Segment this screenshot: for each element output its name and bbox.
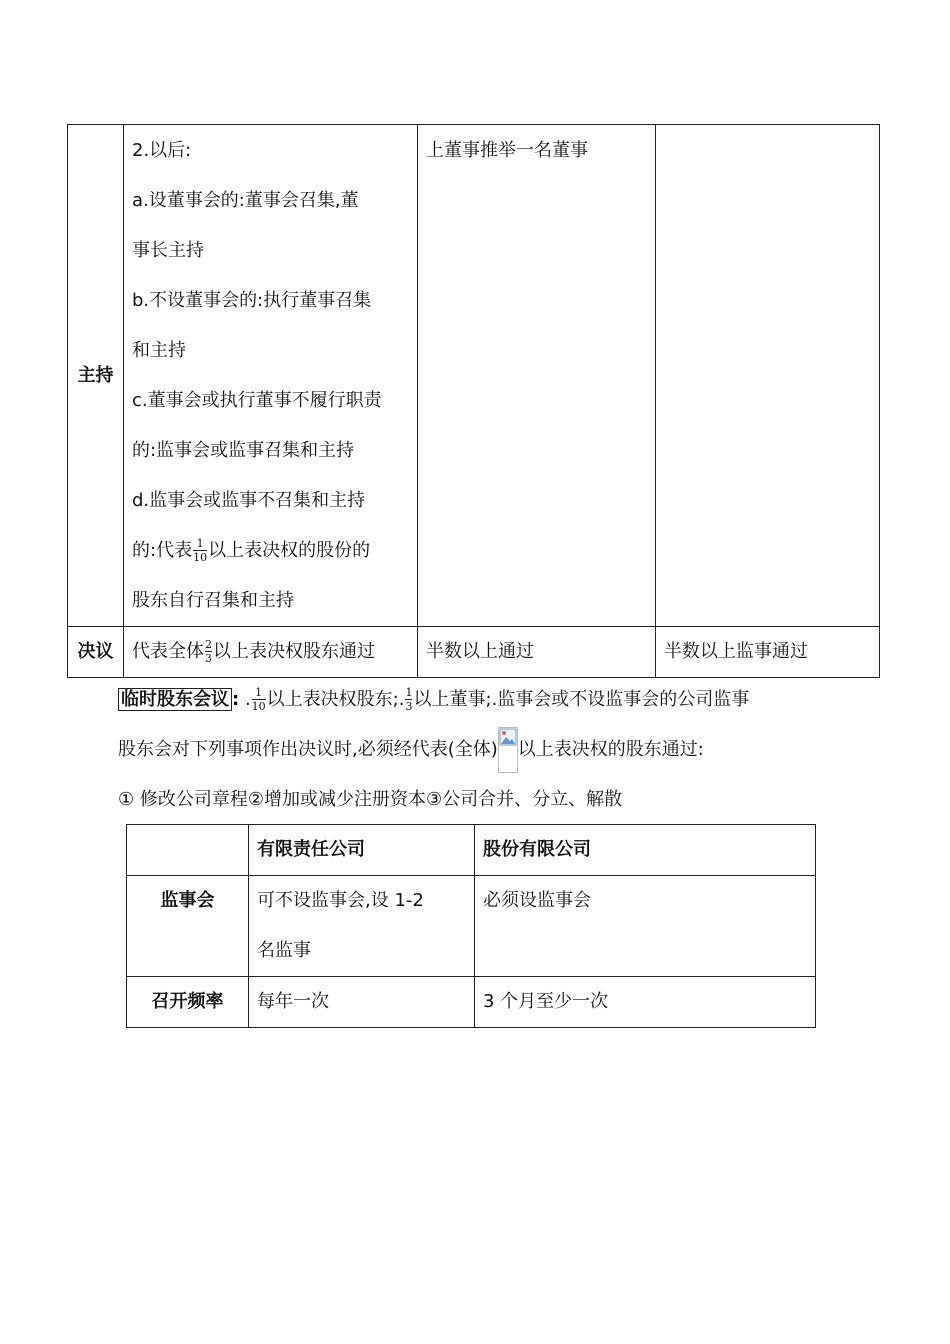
temp-meeting-line: 临时股东会议 : . $\frac{1}{10}$ 以上表决权股东;. $\frac{1}{3}$ 以上董事;.监事会或不设监事会的公司监事 <box>118 675 749 725</box>
fraction: $\frac{1}{10}$ <box>251 686 266 713</box>
header-llc: 有限责任公司 <box>249 825 475 876</box>
resolve-col3: 半数以上监事通过 <box>656 627 880 678</box>
supervisory-board-table <box>126 824 816 1028</box>
host-line: c.董事会或执行董事不履行职责 <box>132 390 382 411</box>
host-line: 事长主持 <box>132 240 204 261</box>
broken-image-icon <box>498 727 518 773</box>
table-row <box>68 627 880 678</box>
resolve-col2: 半数以上通过 <box>418 627 656 678</box>
row-label-host: 主持 <box>68 125 124 627</box>
cell: 可不设监事会,设 1-2 名监事 <box>249 876 475 977</box>
resolve-col1: 代表全体 $\frac{2}{3}$ 以上表决权股东通过 <box>124 627 418 678</box>
host-col3 <box>656 125 880 627</box>
table-header-row <box>127 825 816 876</box>
row-label: 监事会 <box>127 876 249 977</box>
host-line: a.设董事会的:董事会召集,董 <box>132 190 359 211</box>
host-col2: 上董事推举一名董事 <box>418 125 656 627</box>
host-line: 2.以后: <box>132 140 192 161</box>
host-line: b.不设董事会的:执行董事召集 <box>132 290 372 311</box>
cell: 每年一次 <box>249 977 475 1028</box>
host-line: d.监事会或监事不召集和主持 <box>132 490 366 511</box>
governance-table-top <box>67 124 880 678</box>
row-label-resolve: 决议 <box>68 627 124 678</box>
host-line: 和主持 <box>132 340 186 361</box>
row-label: 召开频率 <box>127 977 249 1028</box>
table-row <box>127 876 816 977</box>
host-line-fraction: 的:代表 $\frac{1}{10}$ 以上表决权的股份的 <box>132 537 371 564</box>
resolution-line: 股东会对下列事项作出决议时,必须经代表(全体) 以上表决权的股东通过: <box>118 725 704 775</box>
matters-list: ① 修改公司章程②增加或减少注册资本③公司合并、分立、解散 <box>118 789 623 810</box>
header-corp: 股份有限公司 <box>475 825 816 876</box>
table-row <box>127 977 816 1028</box>
host-line: 股东自行召集和主持 <box>132 590 294 611</box>
temp-meeting-label: 临时股东会议 <box>118 688 232 711</box>
host-line: 的:监事会或监事召集和主持 <box>132 440 355 461</box>
fraction: $\frac{1}{10}$ <box>193 537 208 564</box>
host-detail-cell <box>124 125 418 627</box>
cell: 必须设监事会 <box>475 876 816 977</box>
fraction: $\frac{1}{3}$ <box>405 686 413 713</box>
cell: 3 个月至少一次 <box>475 977 816 1028</box>
fraction: $\frac{2}{3}$ <box>205 638 212 665</box>
table-row <box>68 125 880 627</box>
